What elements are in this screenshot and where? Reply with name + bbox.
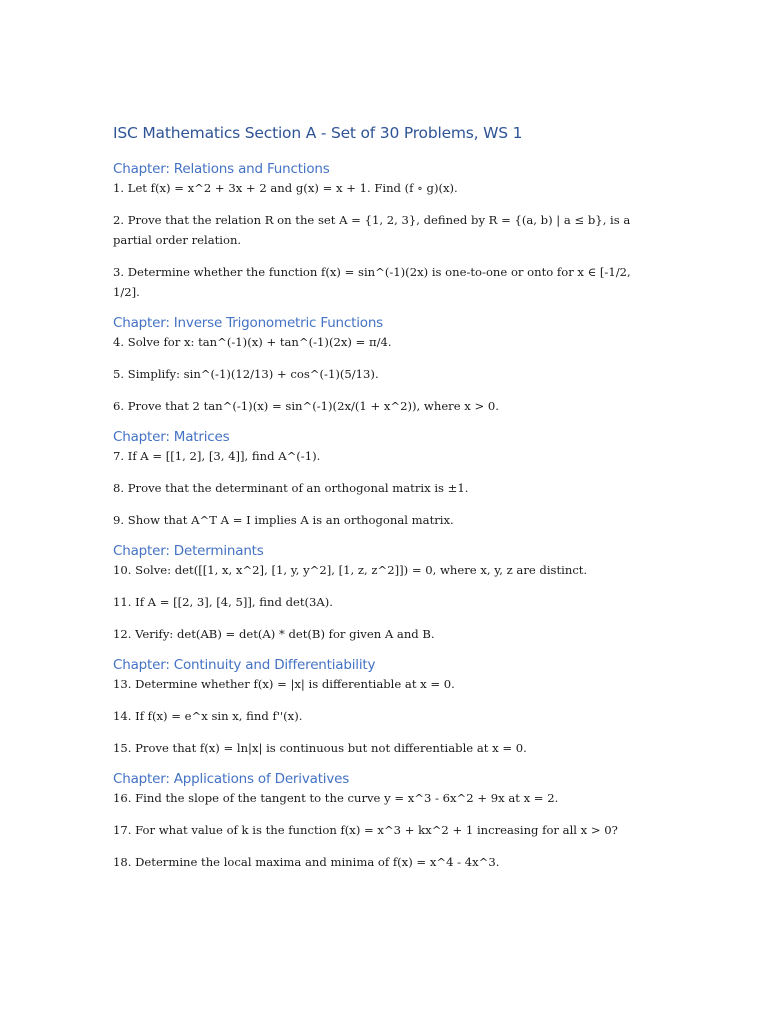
problem-5: 5. Simplify: sin^(-1)(12/13) + cos^(-1)(5/13). [113, 367, 379, 381]
problem-2: 2. Prove that the relation R on the set A = {1, 2, 3}, defined by R = {(a, b) | a ≤ b}, is a partial order relation. [113, 213, 631, 247]
chapter-heading: Chapter: Inverse Trigonometric Functions [113, 315, 384, 331]
problem-12: 12. Verify: det(AB) = det(A) * det(B) for given A and B. [113, 627, 435, 641]
chapter-continuity-and-differentiability [113, 656, 658, 758]
chapter-inverse-trigonometric-functions [113, 314, 658, 416]
chapter-determinants [113, 542, 658, 644]
problem-16: 16. Find the slope of the tangent to the curve y = x^3 - 6x^2 + 9x at x = 2. [113, 791, 559, 805]
problem-14: 14. If f(x) = e^x sin x, find f''(x). [113, 709, 303, 723]
problem-18: 18. Determine the local maxima and minima of f(x) = x^4 - 4x^3. [113, 855, 500, 869]
chapter-heading: Chapter: Matrices [113, 429, 230, 445]
problem-8: 8. Prove that the determinant of an orthogonal matrix is ±1. [113, 481, 469, 495]
problem-1: 1. Let f(x) = x^2 + 3x + 2 and g(x) = x + 1. Find (f ∘ g)(x). [113, 181, 458, 195]
problem-17: 17. For what value of k is the function f(x) = x^3 + kx^2 + 1 increasing for all x > 0? [113, 823, 618, 837]
page-title: ISC Mathematics Section A - Set of 30 Problems, WS 1 [113, 124, 523, 142]
problem-11: 11. If A = [[2, 3], [4, 5]], find det(3A). [113, 595, 333, 609]
problem-13: 13. Determine whether f(x) = |x| is differentiable at x = 0. [113, 677, 455, 691]
chapter-heading: Chapter: Relations and Functions [113, 161, 330, 177]
problem-6: 6. Prove that 2 tan^(-1)(x) = sin^(-1)(2x/(1 + x^2)), where x > 0. [113, 399, 499, 413]
problem-9: 9. Show that A^T A = I implies A is an orthogonal matrix. [113, 513, 454, 527]
problem-10: 10. Solve: det([[1, x, x^2], [1, y, y^2], [1, z, z^2]]) = 0, where x, y, z are distinct. [113, 563, 588, 577]
chapter-heading: Chapter: Continuity and Differentiability [113, 657, 376, 673]
chapter-matrices [113, 428, 658, 530]
problem-3: 3. Determine whether the function f(x) = sin^(-1)(2x) is one-to-one or onto for x ∈ [-1/2, 1/2]. [113, 265, 631, 299]
chapter-applications-of-derivatives [113, 770, 658, 872]
chapter-heading: Chapter: Applications of Derivatives [113, 771, 350, 787]
problem-15: 15. Prove that f(x) = ln|x| is continuous but not differentiable at x = 0. [113, 741, 527, 755]
chapter-heading: Chapter: Determinants [113, 543, 264, 559]
problem-4: 4. Solve for x: tan^(-1)(x) + tan^(-1)(2x) = π/4. [113, 335, 392, 349]
chapter-relations-and-functions [113, 160, 658, 302]
document-content [113, 124, 658, 884]
problem-7: 7. If A = [[1, 2], [3, 4]], find A^(-1). [113, 449, 321, 463]
